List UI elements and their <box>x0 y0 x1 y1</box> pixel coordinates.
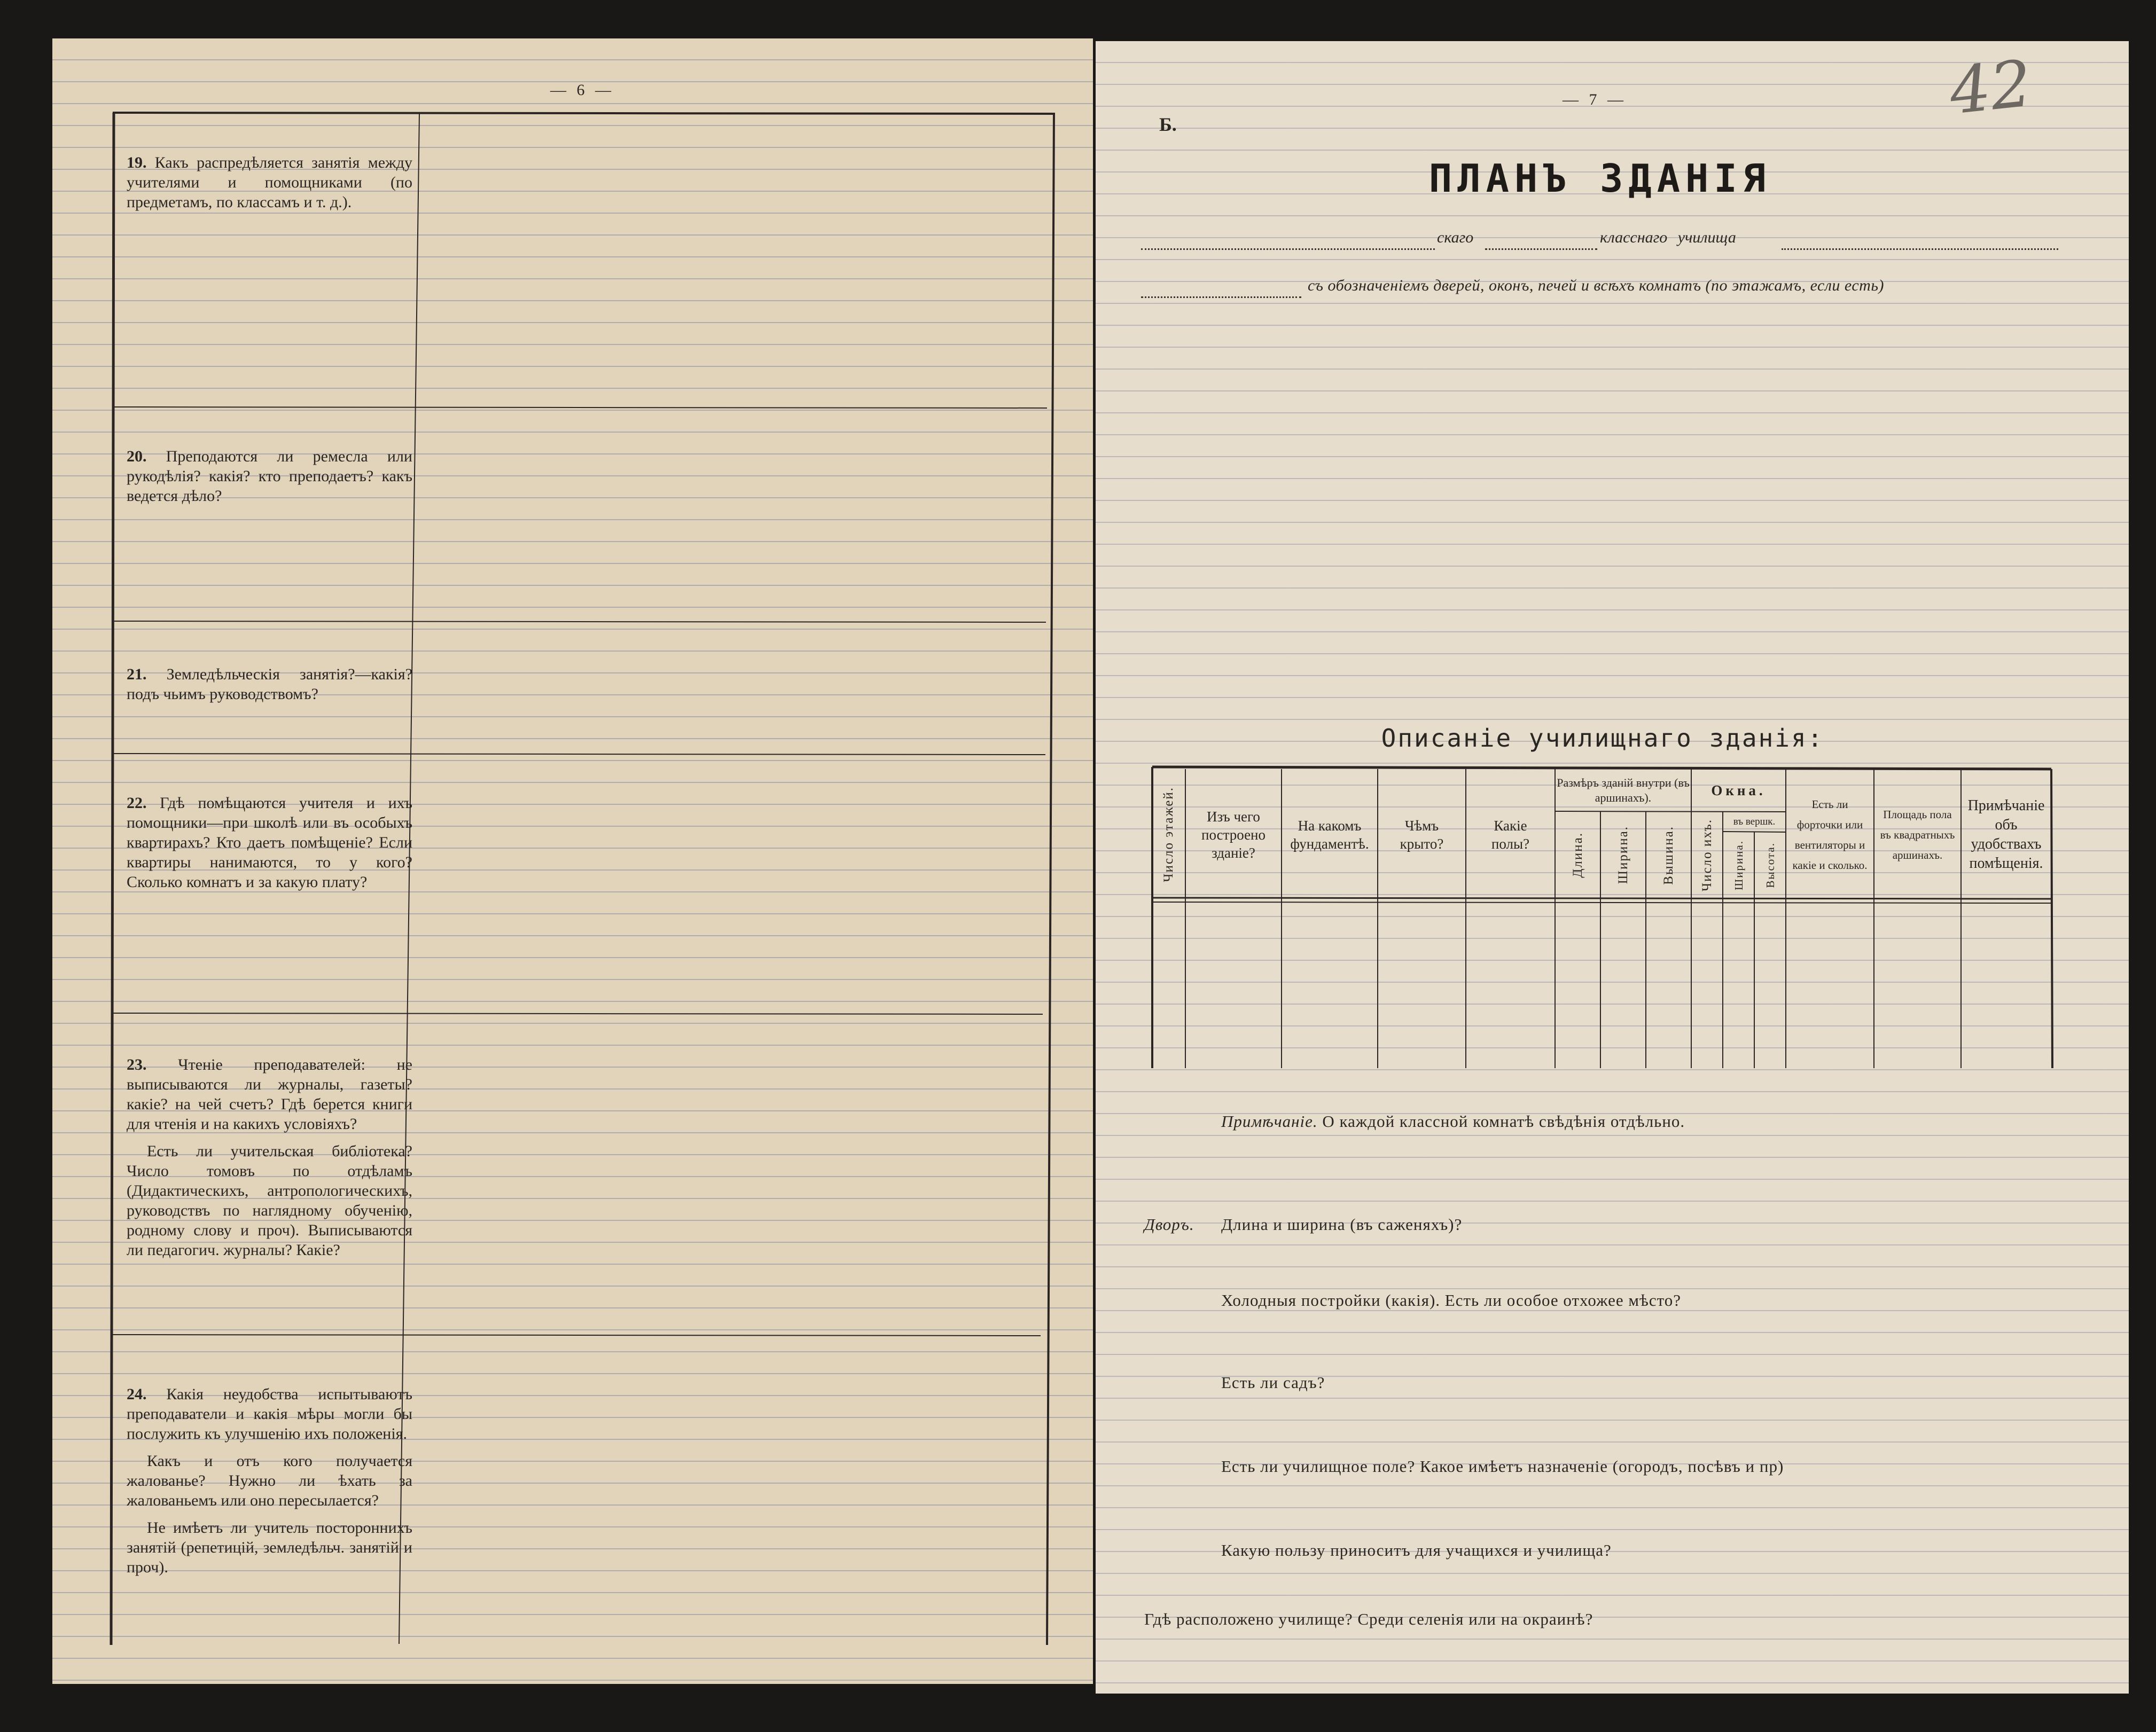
col-material: Изъ чего построено зданіе? <box>1201 808 1266 861</box>
question-text: Какъ и отъ кого получается жалованье? Нужно ли ѣхать за жалованьемъ или оно пересылается? <box>127 1452 412 1509</box>
school-type-label: класснаго училища <box>1600 229 1736 246</box>
question-23 <box>127 1055 412 1267</box>
col-group-windows: Окна. <box>1711 782 1766 798</box>
question-number: 21. <box>127 665 147 683</box>
col-foundation: На какомъ фундаментѣ. <box>1290 817 1369 852</box>
page-title: ПЛАНЪ ЗДАНІЯ <box>1428 156 1771 201</box>
question-number: 22. <box>127 794 147 812</box>
blank-fill-line <box>1782 248 2058 250</box>
page-number-right: — 7 — <box>1563 91 1627 108</box>
question-text: Какія неудобства испытываютъ преподаватели и какія мѣры могли бы послужить къ улучшенію ихъ положенія. <box>127 1385 413 1443</box>
note-label: Примѣчаніе. <box>1221 1112 1318 1131</box>
question-text: Есть ли учительская библіотека? Число томовъ по отдѣламъ (Дидактическихъ, антропологическихъ, руководствъ по наглядному обученію, родному слову и проч). Выписываются ли педагогич. журналы? Какіе? <box>127 1142 412 1259</box>
col-group-vershok: въ вершк. <box>1733 816 1776 827</box>
col-floors: Число этажей. <box>1161 787 1176 882</box>
section-letter: Б. <box>1159 114 1177 135</box>
yard-question-field: Есть ли училищное поле? Какое имѣетъ назначеніе (огородъ, посѣвъ и пр) <box>1221 1457 1784 1476</box>
page-number-left: — 6 — <box>550 81 614 99</box>
location-question: Гдѣ расположено училище? Среди селенія или на окраинѣ? <box>1144 1610 1593 1628</box>
col-window-width: Ширина. <box>1732 840 1745 890</box>
yard-label: Дворъ. <box>1144 1215 1194 1234</box>
col-ventilation: Есть ли форточки или вентиляторы и какіе и сколько. <box>1792 797 1868 872</box>
school-type-suffix: скаго <box>1437 229 1474 246</box>
blank-fill-line <box>1141 248 1435 250</box>
col-area: Площадь пола въ квадратныхъ аршинахъ. <box>1880 808 1955 861</box>
question-19 <box>127 153 412 220</box>
question-20 <box>127 446 412 513</box>
question-text: Преподаются ли ремесла или рукодѣлія? какія? кто преподаетъ? какъ ведется дѣло? <box>127 448 412 505</box>
col-height: Вышина. <box>1661 825 1676 885</box>
question-text: Гдѣ помѣщаются учителя и ихъ помощники—при школѣ или въ особыхъ квартирахъ? Кто даетъ помѣщеніе? Если квартиры нанимаются, то у кого? Сколько комнатъ и за какую плату? <box>127 794 412 891</box>
blank-fill-line <box>1485 248 1597 250</box>
question-number: 19. <box>127 154 147 171</box>
question-22 <box>127 793 412 899</box>
table-title: Описаніе училищнаго зданія: <box>1381 724 1824 753</box>
yard-question-garden: Есть ли садъ? <box>1221 1373 1325 1392</box>
col-windows-count: Число ихъ. <box>1699 818 1714 892</box>
col-window-height: Высота. <box>1763 842 1777 888</box>
col-remarks: Примѣчаніе объ удобствахъ помѣщенія. <box>1967 797 2045 872</box>
question-number: 24. <box>127 1385 147 1403</box>
yard-question-outbuildings: Холодныя постройки (какія). Есть ли особое отхожее мѣсто? <box>1221 1291 1681 1310</box>
col-roof: Чѣмъ крыто? <box>1400 817 1444 852</box>
question-text: Земледѣльческія занятія?—какія? подъ чьимъ руководствомъ? <box>127 665 413 703</box>
note-text: О каждой классной комнатѣ свѣдѣнія отдѣльно. <box>1322 1112 1685 1131</box>
question-text: Не имѣетъ ли учитель постороннихъ занятій (репетицій, земледѣльч. занятій и проч). <box>127 1519 412 1576</box>
col-width: Ширина. <box>1615 826 1630 884</box>
question-number: 23. <box>127 1056 147 1073</box>
table-note <box>1221 1112 1685 1131</box>
question-21 <box>127 664 412 711</box>
col-floor-type: Какіе полы? <box>1491 817 1530 852</box>
plan-subtitle: съ обозначеніемъ дверей, оконъ, печей и всѣхъ комнатъ (по этажамъ, если есть) <box>1308 277 1884 294</box>
question-24 <box>127 1384 412 1585</box>
col-group-size: Размѣръ зданій внутри (въ аршинахъ). <box>1557 775 1690 804</box>
question-text: Какъ распредѣляется занятія между учителями и помощниками (по предметамъ, по классамъ и т. д.). <box>127 154 413 211</box>
yard-question-benefit: Какую пользу приноситъ для учащихся и училища? <box>1221 1541 1612 1559</box>
question-number: 20. <box>127 448 147 465</box>
question-text: Чтеніе преподавателей: не выписываются ли журналы, газеты? какіе? на чей счетъ? Гдѣ берется книги для чтенія и на какихъ условіяхъ? <box>127 1056 412 1133</box>
handwritten-folio-number: 42 <box>1946 46 2035 129</box>
col-length: Длина. <box>1570 832 1585 878</box>
yard-question-size: Длина и ширина (въ саженяхъ)? <box>1221 1215 1463 1234</box>
blank-fill-line <box>1141 296 1301 298</box>
